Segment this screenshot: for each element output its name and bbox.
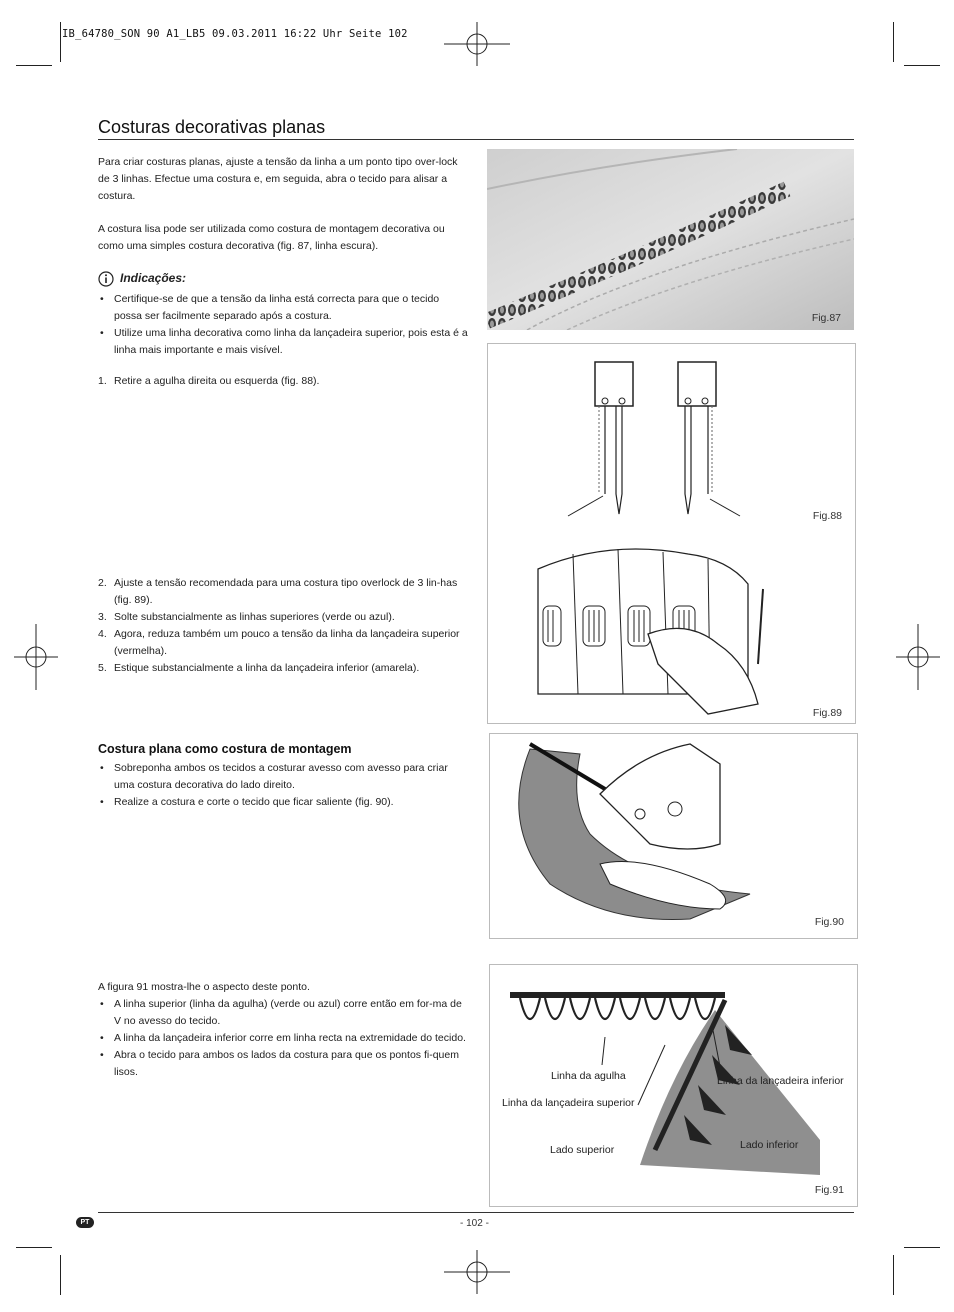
notes-block [98, 270, 468, 359]
presser-foot-drawing [490, 734, 857, 938]
language-badge: PT [76, 1217, 94, 1228]
print-slug: IB_64780_SON 90 A1_LB5 09.03.2011 16:22 Uhr Seite 102 [62, 28, 408, 40]
steps-list [98, 575, 468, 677]
info-icon [98, 271, 114, 287]
label-lado-superior: Lado superior [550, 1144, 615, 1156]
registration-mark-left [14, 624, 58, 690]
figure-90 [489, 733, 858, 939]
label-lado-inferior: Lado inferior [740, 1139, 799, 1151]
section3-block [98, 979, 468, 1081]
figure-label: Fig.88 [812, 510, 842, 522]
registration-mark-top [444, 22, 510, 66]
intro-paragraph-2: A costura lisa pode ser utilizada como costura de montagem decorativa ou como uma simples costura decorativa (fig. 87, linha escura). [98, 223, 445, 252]
section-heading: Costura plana como costura de montagem [98, 742, 352, 756]
intro-paragraph-1: Para criar costuras planas, ajuste a tensão da linha a um ponto tipo over-lock de 3 linhas. Efectue uma costura e, em seguida, abra o tecido para alisar a costura. [98, 156, 458, 202]
registration-mark-right [896, 624, 940, 690]
step-item: 2. Ajuste a tensão recomendada para uma costura tipo overlock de 3 lin-has (fig. 89). [98, 577, 458, 606]
label-lancadeira-superior: Linha da lançadeira superior [502, 1097, 635, 1109]
section2-item: • Realize a costura e corte o tecido que ficar saliente (fig. 90). [100, 796, 394, 808]
section3-item: • A linha superior (linha da agulha) (verde ou azul) corre então em for-ma de V no avesso do tecido. [100, 998, 462, 1027]
fabric-seam-photo [487, 149, 854, 330]
section2-item: • Sobreponha ambos os tecidos a costurar avesso com avesso para criar uma costura decorativa do lado direito. [100, 762, 448, 791]
section3-item: • A linha da lançadeira inferior corre em linha recta na extremidade do tecido. [100, 1032, 466, 1044]
figure-label: Fig.87 [811, 312, 841, 324]
section3-item: • Abra o tecido para ambos os lados da costura para que os pontos fi-quem lisos. [100, 1049, 459, 1078]
title-rule [98, 139, 854, 140]
label-lancadeira-inferior: Linha da lançadeira inferior [717, 1075, 844, 1087]
page-title: Costuras decorativas planas [98, 117, 326, 137]
needles-and-dials-drawing [488, 344, 855, 723]
section2-list [98, 760, 468, 811]
note-item: • Utilize uma linha decorativa como linha da lançadeira superior, pois esta é a linha mais importante e mais visível. [100, 327, 468, 356]
footer-rule [98, 1212, 854, 1213]
figure-label: Fig.90 [814, 916, 844, 928]
label-linha-agulha: Linha da agulha [551, 1070, 626, 1082]
figure-label: Fig.89 [812, 707, 842, 719]
note-item: • Certifique-se de que a tensão da linha está correcta para que o tecido possa ser facilmente separado após a costura. [100, 293, 440, 322]
registration-mark-bottom [444, 1250, 510, 1294]
step-1: 1. Retire a agulha direita ou esquerda (fig. 88). [98, 375, 320, 387]
page-number: - 102 - [460, 1218, 489, 1229]
step-item: 3. Solte substancialmente as linhas superiores (verde ou azul). [98, 611, 395, 623]
section3-intro: A figura 91 mostra-lhe o aspecto deste ponto. [98, 981, 310, 993]
figure-88-89 [487, 343, 856, 724]
figure-label: Fig.91 [814, 1184, 844, 1196]
notes-heading: Indicações: [120, 271, 187, 285]
step-item: 4. Agora, reduza também um pouco a tensão da linha da lançadeira superior (vermelha). [98, 628, 460, 657]
figure-87 [487, 149, 854, 330]
step-item: 5. Estique substancialmente a linha da lançadeira inferior (amarela). [98, 662, 420, 674]
figure-91 [489, 964, 858, 1207]
intro-text [98, 154, 468, 255]
